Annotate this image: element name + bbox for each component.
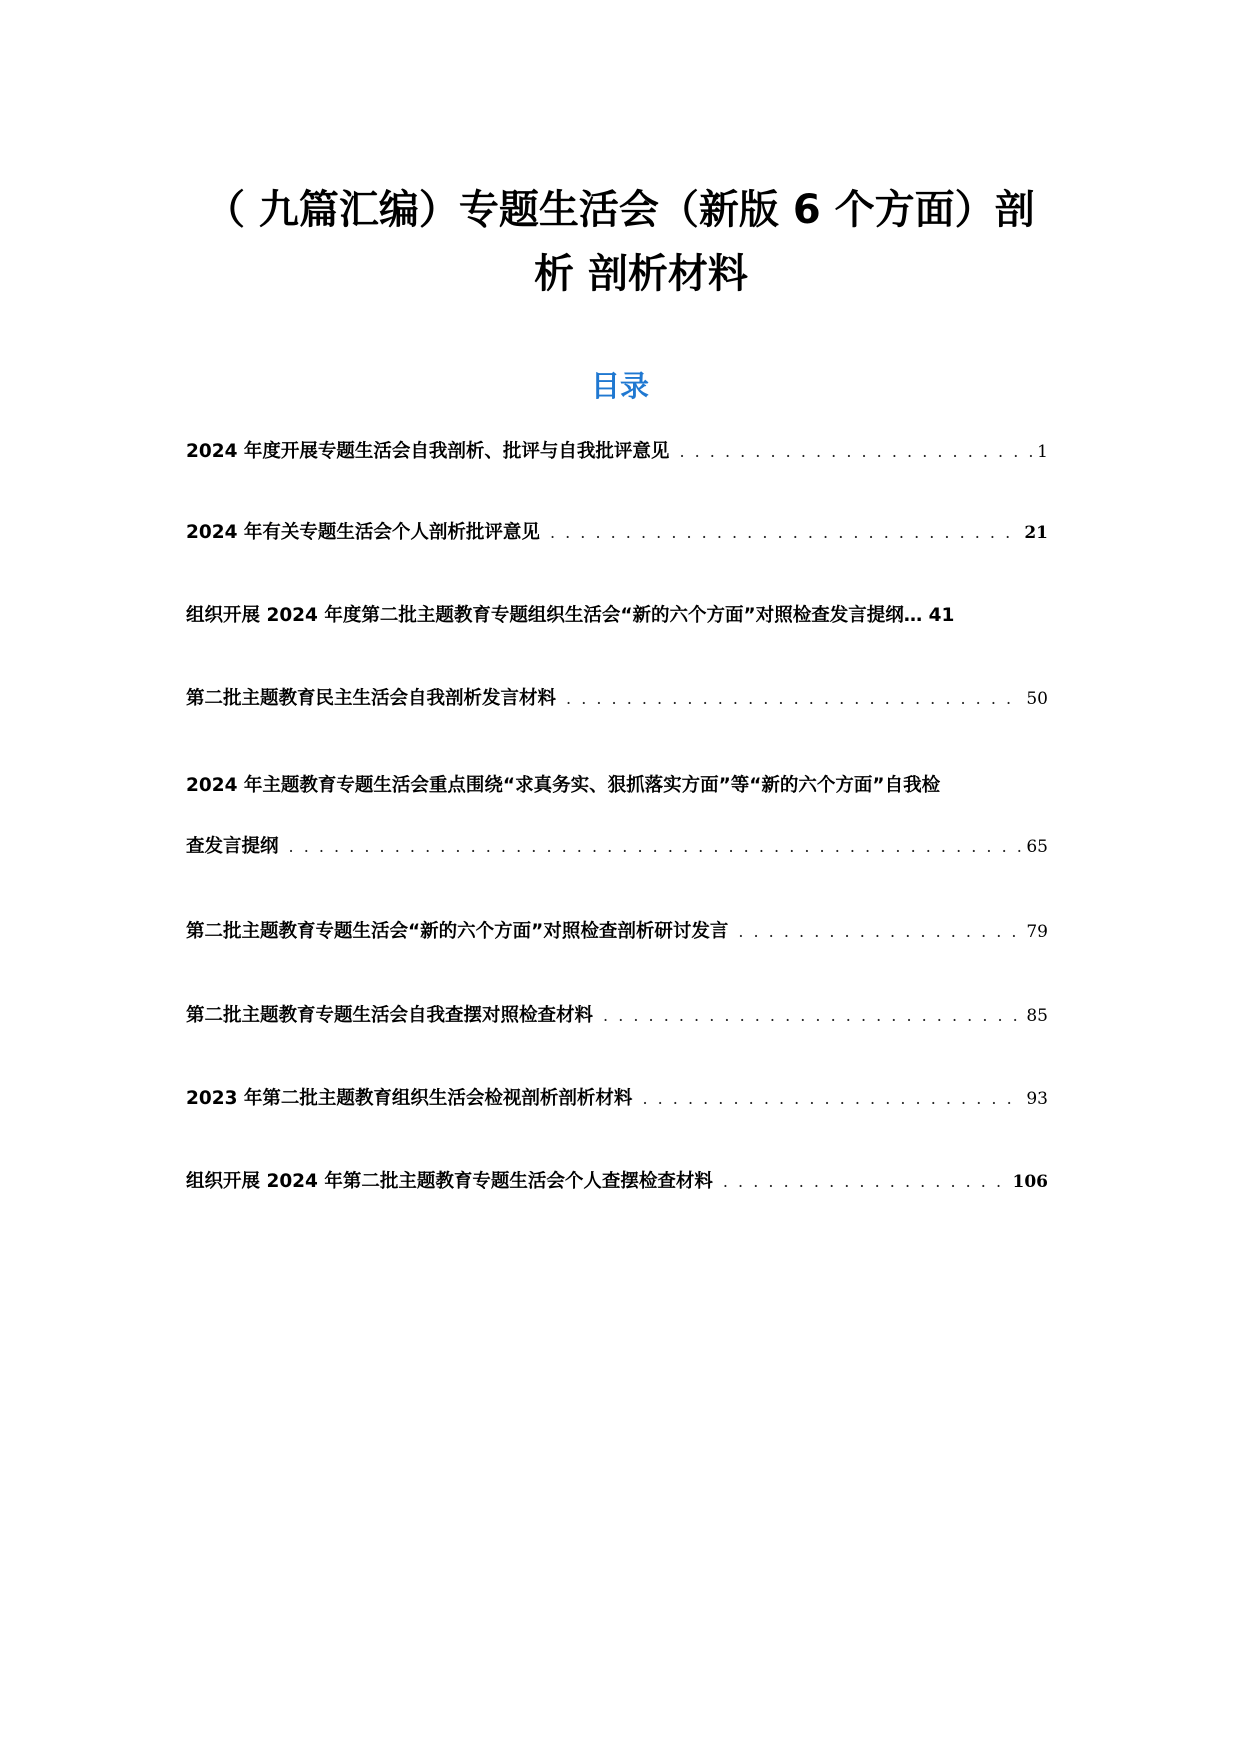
toc-entry[interactable] <box>186 684 1048 714</box>
toc-entry-title: 第二批主题教育专题生活会“新的六个方面”对照检查剖析研讨发言 <box>186 921 729 942</box>
toc-entry-title: 2024 年有关专题生活会个人剖析批评意见 <box>186 522 540 543</box>
toc-entry[interactable] <box>186 1084 1048 1114</box>
toc-entry-page: 50 <box>1026 689 1048 709</box>
document-title-line-2: 析 剖析材料 <box>534 251 748 297</box>
toc-leader-dots <box>642 1084 1022 1114</box>
toc-entry[interactable] <box>186 518 1048 548</box>
toc-entry[interactable] <box>186 917 1048 947</box>
toc-entry-page: 65 <box>1026 837 1048 857</box>
toc-entry-title: 2023 年第二批主题教育组织生活会检视剖析剖析材料 <box>186 1088 633 1109</box>
toc-leader-dots <box>566 684 1022 714</box>
toc-entry-title: 2024 年度开展专题生活会自我剖析、批评与自我批评意见 <box>186 441 670 462</box>
toc-entry-title: 组织开展 2024 年度第二批主题教育专题组织生活会“新的六个方面”对照检查发言提纲… 41 <box>186 605 955 626</box>
toc-entry-title: 第二批主题教育民主生活会自我剖析发言材料 <box>186 688 557 709</box>
toc-entry[interactable] <box>186 437 1048 467</box>
toc-entry-title: 第二批主题教育专题生活会自我查摆对照检查材料 <box>186 1005 594 1026</box>
document-title <box>0 178 1240 306</box>
toc-entry-page: 85 <box>1026 1006 1048 1026</box>
document-title-line-1: （ 九篇汇编）专题生活会（新版 6 个方面）剖 <box>205 187 1035 233</box>
toc-leader-dots <box>679 437 1033 467</box>
toc-entry-title: 组织开展 2024 年第二批主题教育专题生活会个人查摆检查材料 <box>186 1171 713 1192</box>
toc-leader-dots <box>603 1001 1022 1031</box>
toc-leader-dots <box>289 832 1023 862</box>
toc-entry-page: 106 <box>1012 1172 1048 1192</box>
toc-leader-dots <box>738 917 1022 947</box>
toc-entry-page: 79 <box>1026 922 1048 942</box>
toc-entry-title-line-2: 查发言提纲 <box>186 836 279 857</box>
toc-entry-title-line-1: 2024 年主题教育专题生活会重点围绕“求真务实、狠抓落实方面”等“新的六个方面”自我检 <box>186 775 941 796</box>
toc-entry-page: 21 <box>1024 523 1048 543</box>
toc-entry[interactable] <box>186 601 1048 631</box>
toc-leader-dots <box>723 1167 1009 1197</box>
toc-heading: 目录 <box>590 369 649 403</box>
toc-entry[interactable] <box>186 1167 1048 1197</box>
toc-entry-page: 93 <box>1026 1089 1048 1109</box>
toc-entry[interactable] <box>186 1001 1048 1031</box>
toc-leader-dots <box>550 518 1020 548</box>
toc-entry-page: 1 <box>1037 442 1048 462</box>
toc-entry[interactable] <box>186 771 1048 862</box>
